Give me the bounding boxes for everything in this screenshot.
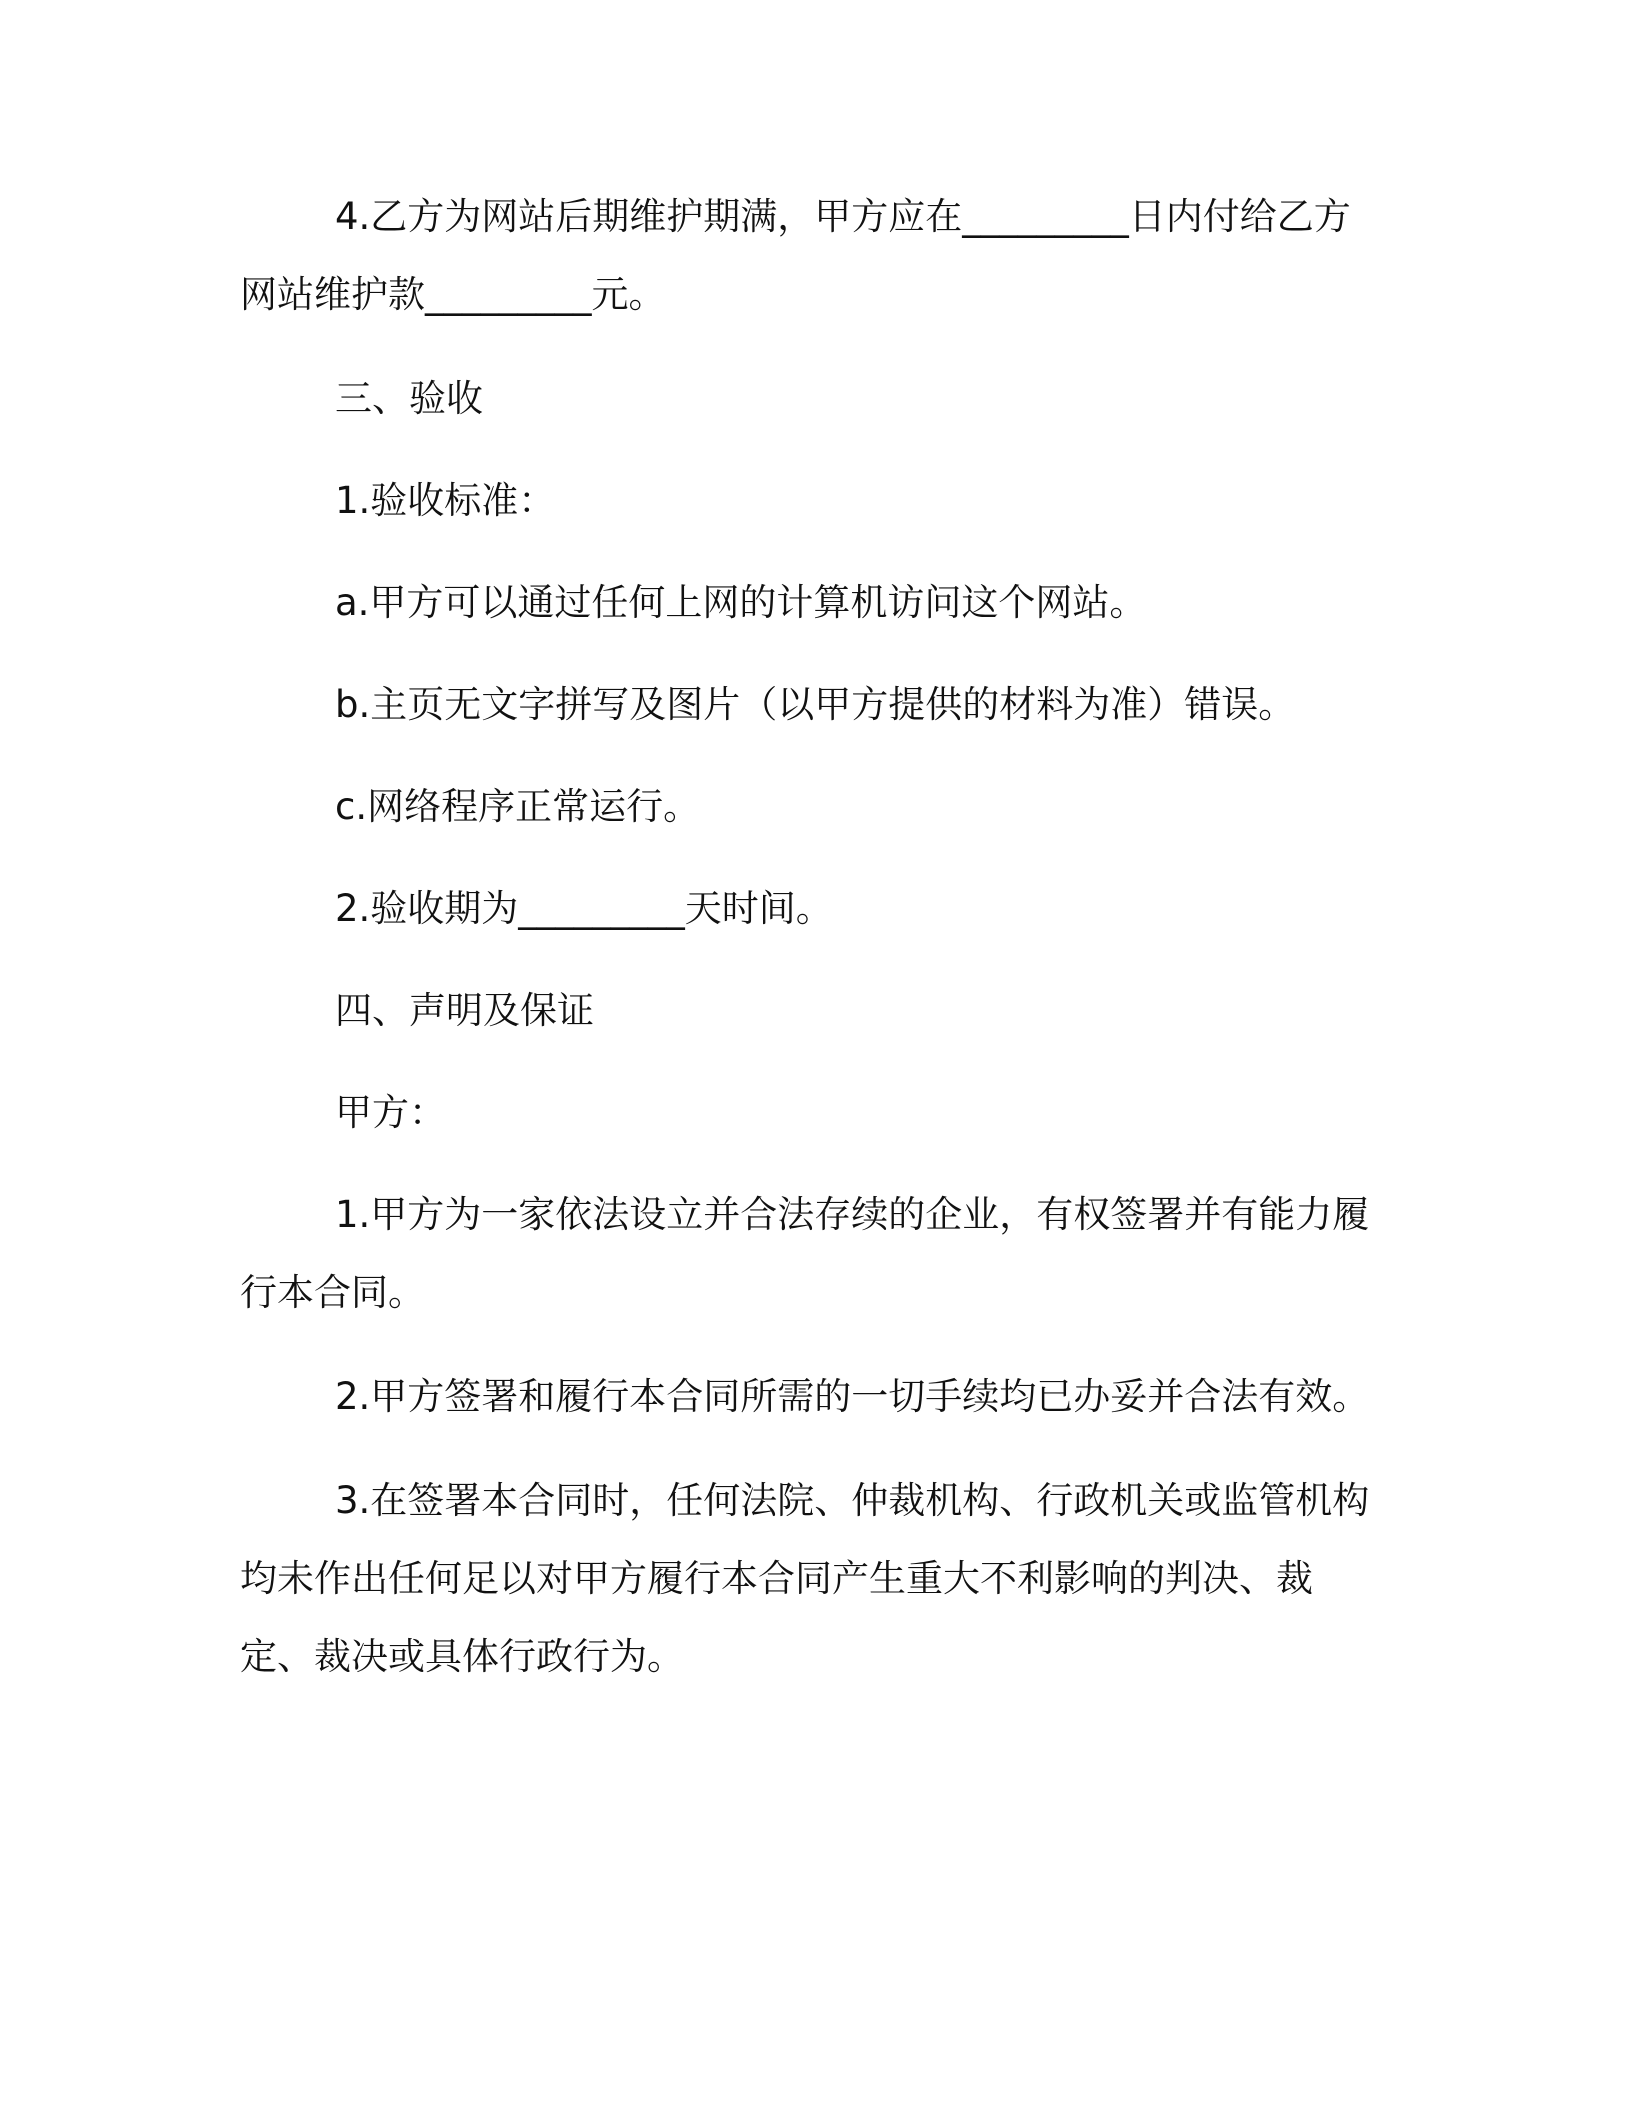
acceptance-item-a: a.甲方可以通过任何上网的计算机访问这个网站。 xyxy=(335,581,1147,624)
section-heading-representations: 四、声明及保证 xyxy=(335,989,594,1032)
party-a-warranty-2: 2.甲方签署和履行本合同所需的一切手续均已办妥并合法有效。 xyxy=(335,1375,1370,1418)
section-heading-acceptance: 三、验收 xyxy=(335,377,483,420)
acceptance-item-c: c.网络程序正常运行。 xyxy=(335,785,701,828)
party-a-warranty-3: 3.在签署本合同时，任何法院、仲裁机构、行政机关或监管机构均未作出任何足以对甲方履行本合同产生重大不利影响的判决、裁定、裁决或具体行政行为。 xyxy=(240,1479,1370,1678)
acceptance-item-b: b.主页无文字拼写及图片（以甲方提供的材料为准）错误。 xyxy=(335,683,1296,726)
acceptance-standard-heading: 1.验收标准： xyxy=(335,479,556,522)
clause-maintenance-payment: 4.乙方为网站后期维护期满，甲方应在_________日内付给乙方网站维护款_________元。 xyxy=(240,195,1351,316)
party-a-label: 甲方： xyxy=(335,1091,446,1134)
acceptance-period: 2.验收期为_________天时间。 xyxy=(335,887,833,930)
party-a-warranty-1: 1.甲方为一家依法设立并合法存续的企业，有权签署并有能力履行本合同。 xyxy=(240,1193,1370,1314)
